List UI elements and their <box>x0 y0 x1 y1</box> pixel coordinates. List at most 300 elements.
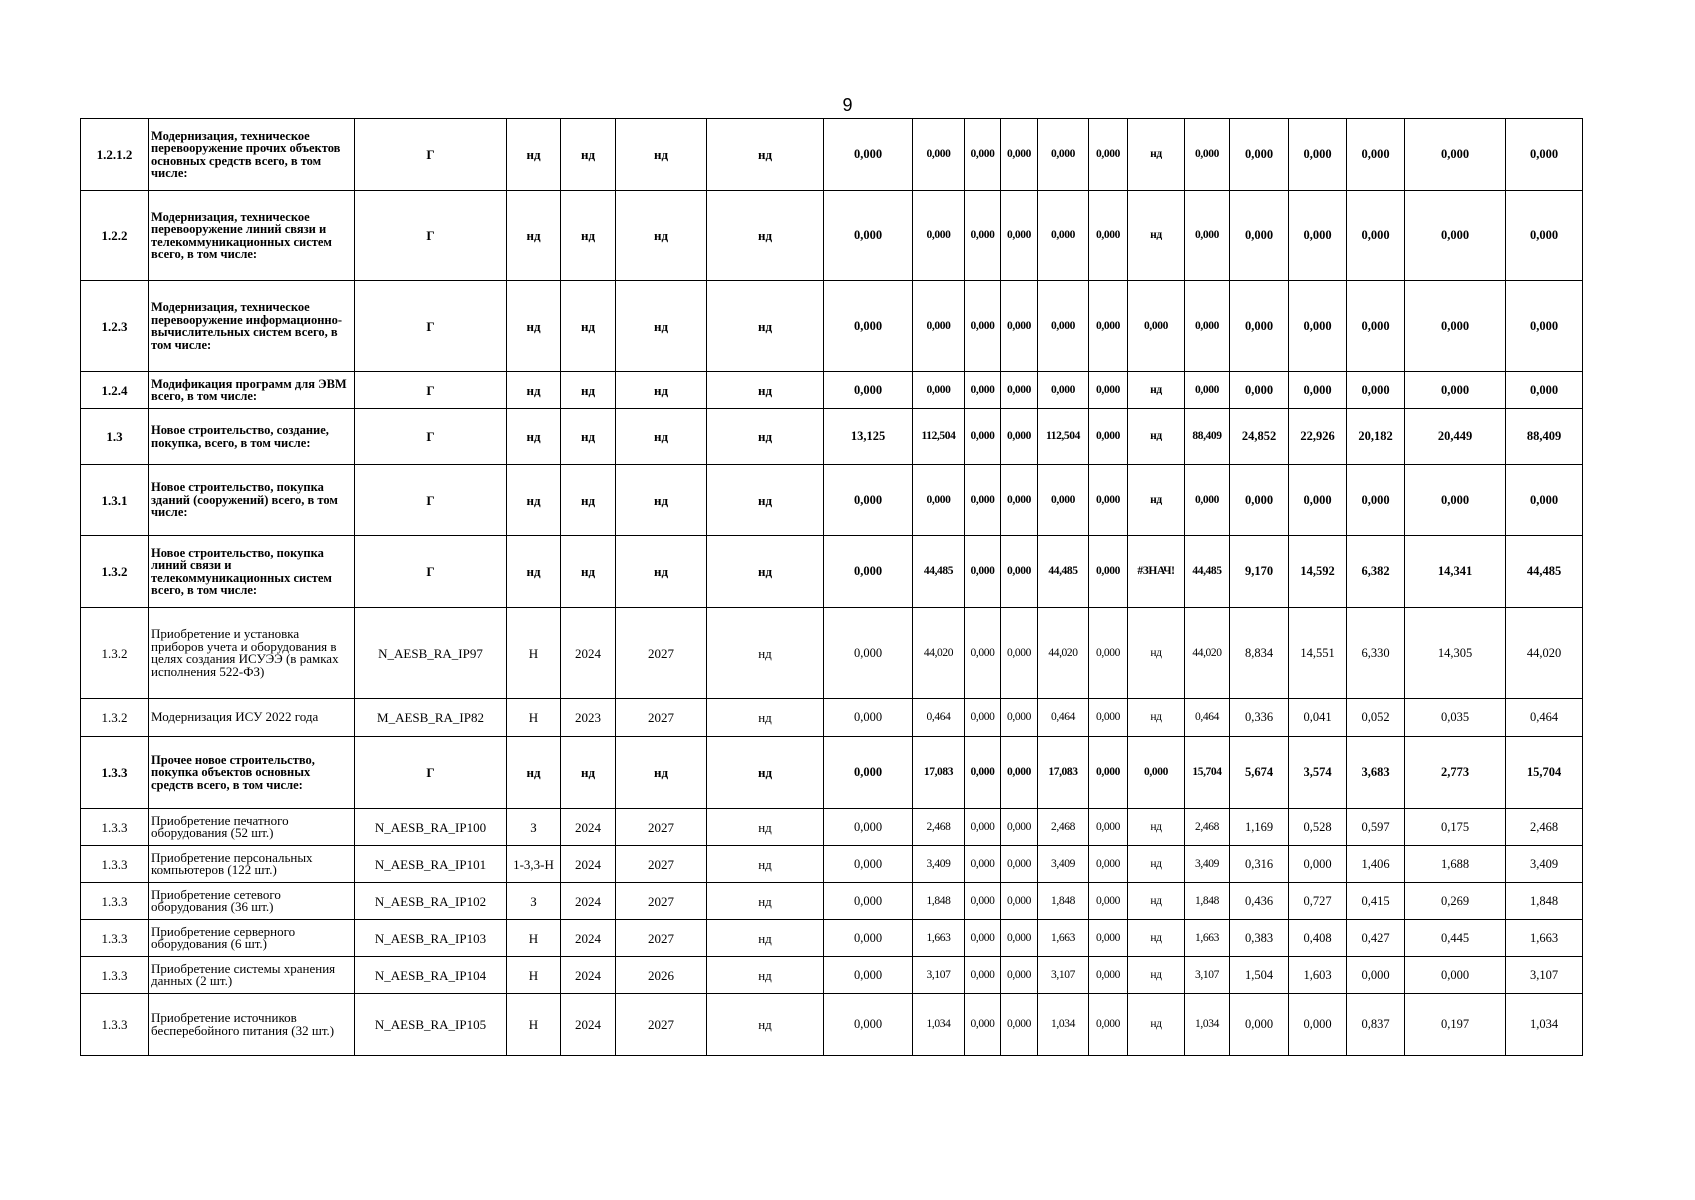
cell-value-12: 0,000 <box>1405 191 1506 281</box>
cell-value-7: нд <box>1128 957 1185 994</box>
cell-value-4: 0,000 <box>1001 281 1038 372</box>
cell-start-year: 2024 <box>561 608 616 699</box>
cell-value-4: 0,000 <box>1001 920 1038 957</box>
cell-nd-value: нд <box>707 809 824 846</box>
cell-end-year: 2027 <box>616 920 707 957</box>
cell-value-12: 0,000 <box>1405 465 1506 536</box>
cell-status: нд <box>507 409 561 465</box>
cell-value-3: 0,000 <box>965 281 1001 372</box>
cell-start-year: 2024 <box>561 994 616 1056</box>
cell-nd-value: нд <box>707 191 824 281</box>
cell-nd-value: нд <box>707 372 824 409</box>
cell-row-code: 1.3.3 <box>81 809 149 846</box>
cell-status: 1-3,3-Н <box>507 846 561 883</box>
cell-value-1: 0,000 <box>824 883 913 920</box>
cell-value-10: 0,000 <box>1289 846 1347 883</box>
cell-value-2: 0,464 <box>913 699 965 737</box>
cell-value-10: 22,926 <box>1289 409 1347 465</box>
cell-value-3: 0,000 <box>965 608 1001 699</box>
cell-start-year: нд <box>561 372 616 409</box>
cell-value-1: 0,000 <box>824 465 913 536</box>
cell-value-3: 0,000 <box>965 957 1001 994</box>
cell-value-6: 0,000 <box>1089 957 1128 994</box>
cell-value-10: 0,000 <box>1289 281 1347 372</box>
cell-value-6: 0,000 <box>1089 846 1128 883</box>
cell-value-2: 2,468 <box>913 809 965 846</box>
cell-value-7: 0,000 <box>1128 281 1185 372</box>
cell-value-8: 1,848 <box>1185 883 1230 920</box>
table-row <box>81 465 1583 536</box>
cell-value-4: 0,000 <box>1001 809 1038 846</box>
cell-value-2: 1,848 <box>913 883 965 920</box>
cell-row-code: 1.2.2 <box>81 191 149 281</box>
cell-project-id: N_AESB_RA_IP103 <box>355 920 507 957</box>
cell-value-5: 0,000 <box>1038 281 1089 372</box>
cell-value-9: 0,000 <box>1230 994 1289 1056</box>
cell-value-6: 0,000 <box>1089 191 1128 281</box>
table-row <box>81 608 1583 699</box>
table-row <box>81 536 1583 608</box>
cell-value-12: 0,000 <box>1405 119 1506 191</box>
cell-nd-value: нд <box>707 846 824 883</box>
table-row <box>81 957 1583 994</box>
cell-status: нд <box>507 737 561 809</box>
cell-value-4: 0,000 <box>1001 409 1038 465</box>
cell-value-2: 1,663 <box>913 920 965 957</box>
cell-start-year: нд <box>561 465 616 536</box>
cell-value-8: 0,000 <box>1185 191 1230 281</box>
cell-value-5: 0,000 <box>1038 191 1089 281</box>
cell-value-2: 44,020 <box>913 608 965 699</box>
cell-value-13: 0,000 <box>1506 119 1583 191</box>
cell-status: Н <box>507 994 561 1056</box>
cell-value-13: 88,409 <box>1506 409 1583 465</box>
cell-row-code: 1.3.2 <box>81 536 149 608</box>
cell-value-7: нд <box>1128 883 1185 920</box>
cell-value-12: 14,305 <box>1405 608 1506 699</box>
cell-end-year: 2027 <box>616 809 707 846</box>
cell-value-10: 0,528 <box>1289 809 1347 846</box>
cell-value-5: 17,083 <box>1038 737 1089 809</box>
cell-value-4: 0,000 <box>1001 191 1038 281</box>
cell-value-9: 24,852 <box>1230 409 1289 465</box>
cell-end-year: нд <box>616 281 707 372</box>
cell-value-5: 1,663 <box>1038 920 1089 957</box>
cell-status: нд <box>507 465 561 536</box>
cell-start-year: 2024 <box>561 920 616 957</box>
page-number: 9 <box>842 95 853 115</box>
cell-value-5: 2,468 <box>1038 809 1089 846</box>
cell-value-11: 0,000 <box>1347 119 1405 191</box>
cell-value-2: 0,000 <box>913 119 965 191</box>
cell-value-8: 0,000 <box>1185 281 1230 372</box>
cell-project-name: Приобретение сетевого оборудования (36 шт.) <box>149 883 355 920</box>
cell-value-2: 3,409 <box>913 846 965 883</box>
cell-value-8: 0,000 <box>1185 465 1230 536</box>
cell-value-11: 1,406 <box>1347 846 1405 883</box>
cell-value-6: 0,000 <box>1089 883 1128 920</box>
cell-value-5: 44,020 <box>1038 608 1089 699</box>
cell-value-5: 1,034 <box>1038 994 1089 1056</box>
cell-row-code: 1.3.3 <box>81 920 149 957</box>
cell-value-11: 6,330 <box>1347 608 1405 699</box>
cell-value-12: 0,000 <box>1405 957 1506 994</box>
cell-value-10: 0,000 <box>1289 119 1347 191</box>
cell-project-id: Г <box>355 737 507 809</box>
cell-value-13: 0,464 <box>1506 699 1583 737</box>
cell-project-name: Новое строительство, покупка зданий (сооружений) всего, в том числе: <box>149 465 355 536</box>
cell-project-id: N_AESB_RA_IP102 <box>355 883 507 920</box>
cell-project-name: Прочее новое строительство, покупка объектов основных средств всего, в том числе: <box>149 737 355 809</box>
cell-project-id: Г <box>355 409 507 465</box>
cell-end-year: 2027 <box>616 846 707 883</box>
cell-nd-value: нд <box>707 699 824 737</box>
cell-value-7: нд <box>1128 920 1185 957</box>
cell-status: З <box>507 883 561 920</box>
cell-project-id: N_AESB_RA_IP101 <box>355 846 507 883</box>
cell-value-3: 0,000 <box>965 191 1001 281</box>
table-row <box>81 281 1583 372</box>
cell-value-9: 0,000 <box>1230 281 1289 372</box>
cell-value-13: 3,107 <box>1506 957 1583 994</box>
table-row <box>81 372 1583 409</box>
cell-value-7: нд <box>1128 465 1185 536</box>
cell-value-12: 20,449 <box>1405 409 1506 465</box>
cell-value-9: 0,436 <box>1230 883 1289 920</box>
cell-value-4: 0,000 <box>1001 119 1038 191</box>
cell-value-13: 0,000 <box>1506 191 1583 281</box>
cell-row-code: 1.2.3 <box>81 281 149 372</box>
cell-project-name: Модернизация, техническое перевооружение прочих объектов основных средств всего, в том числе: <box>149 119 355 191</box>
cell-end-year: 2027 <box>616 883 707 920</box>
cell-value-5: 0,000 <box>1038 372 1089 409</box>
cell-value-12: 0,269 <box>1405 883 1506 920</box>
cell-value-12: 0,035 <box>1405 699 1506 737</box>
cell-value-12: 0,000 <box>1405 372 1506 409</box>
cell-value-7: нд <box>1128 409 1185 465</box>
cell-value-4: 0,000 <box>1001 372 1038 409</box>
cell-project-name: Приобретение и установка приборов учета и оборудования в целях создания ИСУЭЭ (в рамках исполнения 522-ФЗ) <box>149 608 355 699</box>
cell-end-year: нд <box>616 737 707 809</box>
cell-value-4: 0,000 <box>1001 737 1038 809</box>
table-body <box>81 119 1583 1056</box>
cell-value-11: 0,427 <box>1347 920 1405 957</box>
cell-end-year: нд <box>616 465 707 536</box>
cell-project-name: Приобретение персональных компьютеров (122 шт.) <box>149 846 355 883</box>
cell-value-11: 0,000 <box>1347 281 1405 372</box>
cell-value-11: 0,415 <box>1347 883 1405 920</box>
cell-value-9: 0,316 <box>1230 846 1289 883</box>
cell-value-8: 88,409 <box>1185 409 1230 465</box>
cell-start-year: нд <box>561 119 616 191</box>
cell-value-2: 112,504 <box>913 409 965 465</box>
cell-value-4: 0,000 <box>1001 883 1038 920</box>
cell-status: нд <box>507 281 561 372</box>
cell-value-8: 0,000 <box>1185 372 1230 409</box>
cell-value-10: 3,574 <box>1289 737 1347 809</box>
cell-project-id: Г <box>355 536 507 608</box>
cell-row-code: 1.3 <box>81 409 149 465</box>
cell-value-1: 0,000 <box>824 372 913 409</box>
cell-end-year: нд <box>616 191 707 281</box>
cell-status: Н <box>507 608 561 699</box>
cell-value-13: 3,409 <box>1506 846 1583 883</box>
cell-value-11: 6,382 <box>1347 536 1405 608</box>
cell-value-12: 0,445 <box>1405 920 1506 957</box>
cell-value-13: 15,704 <box>1506 737 1583 809</box>
cell-value-9: 5,674 <box>1230 737 1289 809</box>
cell-value-4: 0,000 <box>1001 846 1038 883</box>
cell-status: Н <box>507 957 561 994</box>
cell-value-11: 0,000 <box>1347 465 1405 536</box>
cell-row-code: 1.3.3 <box>81 994 149 1056</box>
cell-value-9: 8,834 <box>1230 608 1289 699</box>
cell-project-id: Г <box>355 281 507 372</box>
cell-value-1: 0,000 <box>824 608 913 699</box>
cell-value-7: нд <box>1128 191 1185 281</box>
cell-project-name: Приобретение серверного оборудования (6 шт.) <box>149 920 355 957</box>
cell-value-1: 0,000 <box>824 994 913 1056</box>
cell-nd-value: нд <box>707 994 824 1056</box>
cell-project-id: Г <box>355 191 507 281</box>
cell-value-10: 14,551 <box>1289 608 1347 699</box>
cell-value-6: 0,000 <box>1089 372 1128 409</box>
cell-status: нд <box>507 536 561 608</box>
cell-status: нд <box>507 372 561 409</box>
cell-value-7: нд <box>1128 699 1185 737</box>
cell-value-4: 0,000 <box>1001 608 1038 699</box>
cell-value-11: 0,000 <box>1347 191 1405 281</box>
cell-value-7: #ЗНАЧ! <box>1128 536 1185 608</box>
cell-value-3: 0,000 <box>965 809 1001 846</box>
cell-value-4: 0,000 <box>1001 699 1038 737</box>
cell-value-5: 0,000 <box>1038 119 1089 191</box>
cell-row-code: 1.3.3 <box>81 883 149 920</box>
cell-value-12: 1,688 <box>1405 846 1506 883</box>
cell-status: Н <box>507 699 561 737</box>
cell-value-9: 0,000 <box>1230 191 1289 281</box>
cell-value-3: 0,000 <box>965 920 1001 957</box>
cell-value-2: 0,000 <box>913 281 965 372</box>
cell-project-name: Новое строительство, создание, покупка, всего, в том числе: <box>149 409 355 465</box>
cell-value-9: 0,000 <box>1230 465 1289 536</box>
cell-value-2: 0,000 <box>913 191 965 281</box>
cell-project-id: N_AESB_RA_IP97 <box>355 608 507 699</box>
cell-value-11: 0,000 <box>1347 957 1405 994</box>
cell-value-2: 3,107 <box>913 957 965 994</box>
cell-value-5: 3,409 <box>1038 846 1089 883</box>
cell-value-12: 14,341 <box>1405 536 1506 608</box>
cell-value-6: 0,000 <box>1089 119 1128 191</box>
cell-value-8: 15,704 <box>1185 737 1230 809</box>
cell-row-code: 1.3.2 <box>81 608 149 699</box>
cell-start-year: 2024 <box>561 957 616 994</box>
cell-value-3: 0,000 <box>965 994 1001 1056</box>
cell-value-1: 13,125 <box>824 409 913 465</box>
cell-value-11: 0,837 <box>1347 994 1405 1056</box>
cell-value-1: 0,000 <box>824 536 913 608</box>
cell-value-11: 0,597 <box>1347 809 1405 846</box>
table-row <box>81 699 1583 737</box>
cell-project-id: Г <box>355 119 507 191</box>
cell-value-9: 0,383 <box>1230 920 1289 957</box>
cell-value-11: 20,182 <box>1347 409 1405 465</box>
cell-value-8: 0,000 <box>1185 119 1230 191</box>
cell-value-2: 17,083 <box>913 737 965 809</box>
cell-value-6: 0,000 <box>1089 409 1128 465</box>
cell-value-7: нд <box>1128 372 1185 409</box>
cell-value-1: 0,000 <box>824 737 913 809</box>
cell-value-2: 1,034 <box>913 994 965 1056</box>
cell-value-7: нд <box>1128 119 1185 191</box>
cell-nd-value: нд <box>707 281 824 372</box>
cell-row-code: 1.3.1 <box>81 465 149 536</box>
cell-project-id: Г <box>355 465 507 536</box>
cell-value-10: 0,000 <box>1289 372 1347 409</box>
cell-value-12: 0,197 <box>1405 994 1506 1056</box>
cell-value-1: 0,000 <box>824 846 913 883</box>
cell-row-code: 1.3.2 <box>81 699 149 737</box>
cell-project-name: Модернизация, техническое перевооружение информационно-вычислительных систем всего, в том числе: <box>149 281 355 372</box>
cell-start-year: 2024 <box>561 883 616 920</box>
cell-value-6: 0,000 <box>1089 920 1128 957</box>
cell-value-1: 0,000 <box>824 119 913 191</box>
cell-start-year: 2024 <box>561 846 616 883</box>
cell-row-code: 1.3.3 <box>81 737 149 809</box>
cell-value-13: 1,034 <box>1506 994 1583 1056</box>
cell-value-10: 1,603 <box>1289 957 1347 994</box>
cell-project-id: N_AESB_RA_IP104 <box>355 957 507 994</box>
cell-nd-value: нд <box>707 608 824 699</box>
investment-program-table <box>80 118 1583 1056</box>
cell-status: нд <box>507 119 561 191</box>
table-row <box>81 994 1583 1056</box>
cell-project-name: Модификация программ для ЭВМ всего, в том числе: <box>149 372 355 409</box>
cell-value-6: 0,000 <box>1089 737 1128 809</box>
cell-value-7: 0,000 <box>1128 737 1185 809</box>
cell-row-code: 1.2.1.2 <box>81 119 149 191</box>
cell-value-5: 3,107 <box>1038 957 1089 994</box>
cell-value-8: 1,034 <box>1185 994 1230 1056</box>
table-row <box>81 119 1583 191</box>
cell-project-name: Приобретение источников бесперебойного питания (32 шт.) <box>149 994 355 1056</box>
cell-nd-value: нд <box>707 536 824 608</box>
cell-value-5: 44,485 <box>1038 536 1089 608</box>
table-row <box>81 883 1583 920</box>
cell-value-8: 3,107 <box>1185 957 1230 994</box>
cell-value-9: 1,504 <box>1230 957 1289 994</box>
cell-start-year: нд <box>561 191 616 281</box>
cell-value-2: 0,000 <box>913 465 965 536</box>
cell-row-code: 1.2.4 <box>81 372 149 409</box>
cell-end-year: 2027 <box>616 699 707 737</box>
cell-start-year: нд <box>561 737 616 809</box>
table-row <box>81 920 1583 957</box>
cell-project-id: M_AESB_RA_IP82 <box>355 699 507 737</box>
cell-project-id: N_AESB_RA_IP105 <box>355 994 507 1056</box>
cell-value-6: 0,000 <box>1089 536 1128 608</box>
cell-value-2: 44,485 <box>913 536 965 608</box>
cell-end-year: 2027 <box>616 608 707 699</box>
cell-value-1: 0,000 <box>824 957 913 994</box>
cell-value-3: 0,000 <box>965 409 1001 465</box>
cell-value-8: 44,485 <box>1185 536 1230 608</box>
cell-end-year: нд <box>616 372 707 409</box>
cell-nd-value: нд <box>707 883 824 920</box>
cell-value-13: 1,663 <box>1506 920 1583 957</box>
cell-value-10: 0,000 <box>1289 191 1347 281</box>
cell-value-6: 0,000 <box>1089 994 1128 1056</box>
cell-value-4: 0,000 <box>1001 536 1038 608</box>
cell-project-name: Приобретение системы хранения данных (2 шт.) <box>149 957 355 994</box>
cell-value-9: 0,336 <box>1230 699 1289 737</box>
cell-value-11: 3,683 <box>1347 737 1405 809</box>
cell-value-4: 0,000 <box>1001 994 1038 1056</box>
cell-value-10: 0,727 <box>1289 883 1347 920</box>
cell-value-13: 2,468 <box>1506 809 1583 846</box>
cell-nd-value: нд <box>707 119 824 191</box>
cell-value-8: 1,663 <box>1185 920 1230 957</box>
cell-value-9: 0,000 <box>1230 372 1289 409</box>
cell-value-13: 44,020 <box>1506 608 1583 699</box>
cell-project-name: Модернизация, техническое перевооружение линий связи и телекоммуникационных систем всего, в том числе: <box>149 191 355 281</box>
cell-end-year: нд <box>616 409 707 465</box>
cell-value-3: 0,000 <box>965 883 1001 920</box>
cell-value-4: 0,000 <box>1001 465 1038 536</box>
table-row <box>81 737 1583 809</box>
cell-value-2: 0,000 <box>913 372 965 409</box>
cell-nd-value: нд <box>707 737 824 809</box>
cell-project-name: Модернизация ИСУ 2022 года <box>149 699 355 737</box>
cell-value-3: 0,000 <box>965 846 1001 883</box>
cell-value-3: 0,000 <box>965 536 1001 608</box>
cell-nd-value: нд <box>707 920 824 957</box>
cell-value-8: 0,464 <box>1185 699 1230 737</box>
cell-project-name: Приобретение печатного оборудования (52 шт.) <box>149 809 355 846</box>
cell-value-13: 0,000 <box>1506 281 1583 372</box>
cell-value-6: 0,000 <box>1089 608 1128 699</box>
cell-value-10: 0,041 <box>1289 699 1347 737</box>
cell-value-5: 0,000 <box>1038 465 1089 536</box>
cell-value-1: 0,000 <box>824 191 913 281</box>
cell-status: Н <box>507 920 561 957</box>
cell-value-1: 0,000 <box>824 920 913 957</box>
cell-start-year: 2023 <box>561 699 616 737</box>
cell-value-1: 0,000 <box>824 809 913 846</box>
cell-value-11: 0,000 <box>1347 372 1405 409</box>
cell-value-10: 0,000 <box>1289 994 1347 1056</box>
cell-value-12: 0,175 <box>1405 809 1506 846</box>
cell-value-7: нд <box>1128 608 1185 699</box>
cell-value-1: 0,000 <box>824 699 913 737</box>
cell-value-9: 1,169 <box>1230 809 1289 846</box>
cell-value-12: 2,773 <box>1405 737 1506 809</box>
cell-value-10: 0,000 <box>1289 465 1347 536</box>
cell-value-6: 0,000 <box>1089 465 1128 536</box>
cell-value-4: 0,000 <box>1001 957 1038 994</box>
cell-value-5: 112,504 <box>1038 409 1089 465</box>
cell-row-code: 1.3.3 <box>81 957 149 994</box>
cell-end-year: 2027 <box>616 994 707 1056</box>
cell-value-6: 0,000 <box>1089 809 1128 846</box>
cell-value-3: 0,000 <box>965 699 1001 737</box>
table-row <box>81 809 1583 846</box>
cell-nd-value: нд <box>707 465 824 536</box>
cell-value-12: 0,000 <box>1405 281 1506 372</box>
cell-value-13: 1,848 <box>1506 883 1583 920</box>
cell-row-code: 1.3.3 <box>81 846 149 883</box>
cell-value-10: 0,408 <box>1289 920 1347 957</box>
